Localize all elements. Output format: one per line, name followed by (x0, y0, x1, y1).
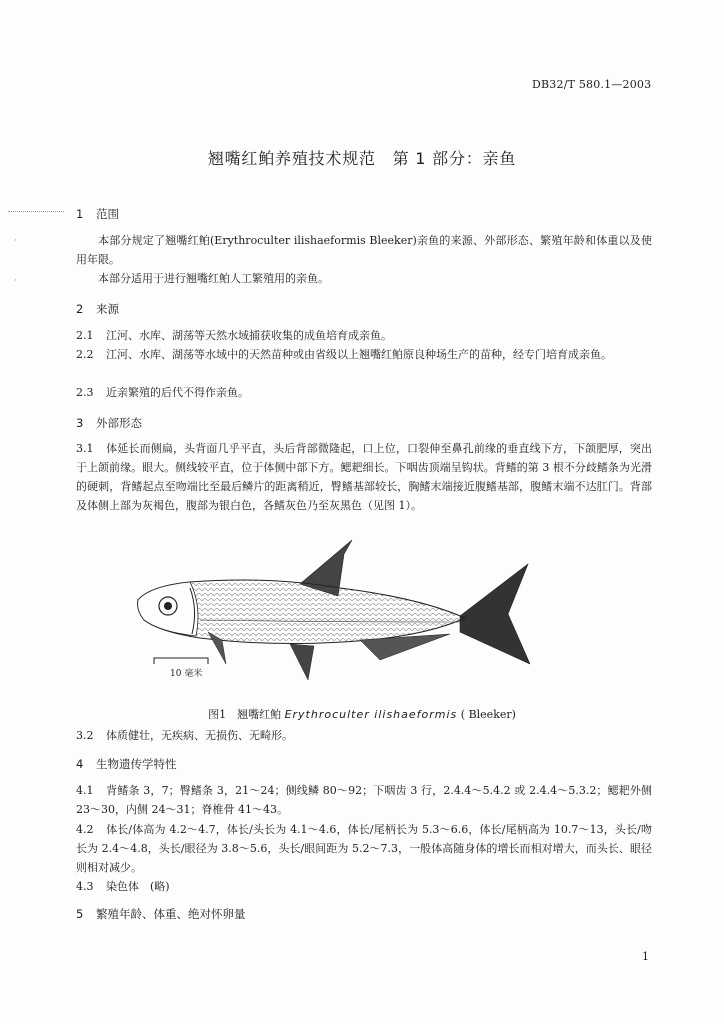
clause-3-1: 3.1 体延长而侧扁，头背面几乎平直，头后背部微隆起，口上位，口裂伸至鼻孔前缘的垂直线下方，下颌肥厚，突出于上颌前缘。眼大。侧线较平直，位于体侧中部下方。鳃耙细长。下咽齿顶端呈钩状。背鳍的第 3 根不分歧鳍条为光滑的硬刺，背鳍起点至吻端比至最后鳞片的距离稍近，臀鳍基部较长，胸鳍末端接近腹鳍基部，腹鳍末端不达肛门。背部及体侧上部为灰褐色，腹部为银白色，各鳍灰色乃至灰黑色（见图 1）。 (76, 442, 652, 512)
clause-2-3: 2.3 近亲繁殖的后代不得作亲鱼。 (76, 386, 249, 399)
page-number: 1 (642, 950, 649, 963)
section-heading-5: 5 繁殖年龄、体重、绝对怀卵量 (76, 907, 246, 921)
clause-2-2: 2.2 江河、水库、湖荡等水域中的天然苗种或由省级以上翘嘴红鲌原良种场生产的苗种，经专门培育成亲鱼。 (76, 348, 612, 361)
section-heading-1: 1 范围 (76, 207, 119, 221)
scale-bar (152, 656, 212, 666)
scale-label: 10 毫米 (170, 669, 203, 679)
page-title: 翘嘴红鲌养殖技术规范 第 1 部分：亲鱼 (207, 149, 517, 168)
clause-3-2: 3.2 体质健壮，无疾病、无损伤、无畸形。 (76, 729, 293, 742)
fish-pupil (164, 602, 172, 610)
caudal-fin (460, 564, 530, 664)
pelvic-fin (290, 644, 314, 680)
section-heading-3: 3 外部形态 (76, 416, 142, 430)
clause-4-3: 4.3 染色体 (略) (76, 880, 170, 893)
paragraph-scope: 本部分规定了翘嘴红鲌(Erythroculter ilishaeformis Bleeker)亲鱼的来源、外部形态、繁殖年龄和体重以及使用年限。 (76, 234, 652, 266)
figure-caption: 图1 翘嘴红鲌 Erythroculter ilishaeformis ( Bleeker) (208, 708, 516, 721)
paragraph-applicability: 本部分适用于进行翘嘴红鲌人工繁殖用的亲鱼。 (98, 272, 329, 285)
clause-4-1: 4.1 背鳍条 3，7；臀鳍条 3，21～24；侧线鳞 80～92；下咽齿 3 行，2.4.4～5.4.2 或 2.4.4～5.3.2；鳃耙外侧 23～30，内侧 24～31；脊椎骨 41～43。 (76, 784, 652, 816)
clause-4-2: 4.2 体长/体高为 4.2～4.7，体长/头长为 4.1～4.6，体长/尾柄长为 5.3～6.6，体长/尾柄高为 10.7～13，头长/吻长为 2.4～4.8，头长/眼径为 3.8～5.6，头长/眼间距为 5.2～7.3，一般体高随身体的增长而相对增大，而头长、眼径则相对减少。 (76, 823, 652, 874)
section-heading-2: 2 来源 (76, 302, 119, 316)
document-number: DB32/T 580.1—2003 (532, 78, 652, 91)
margin-mark: · (14, 236, 17, 246)
margin-mark (8, 211, 64, 212)
margin-mark: · (14, 276, 17, 286)
clause-2-1: 2.1 江河、水库、湖荡等天然水域捕获收集的成鱼培育成亲鱼。 (76, 329, 392, 342)
section-heading-4: 4 生物遗传学特性 (76, 757, 177, 771)
